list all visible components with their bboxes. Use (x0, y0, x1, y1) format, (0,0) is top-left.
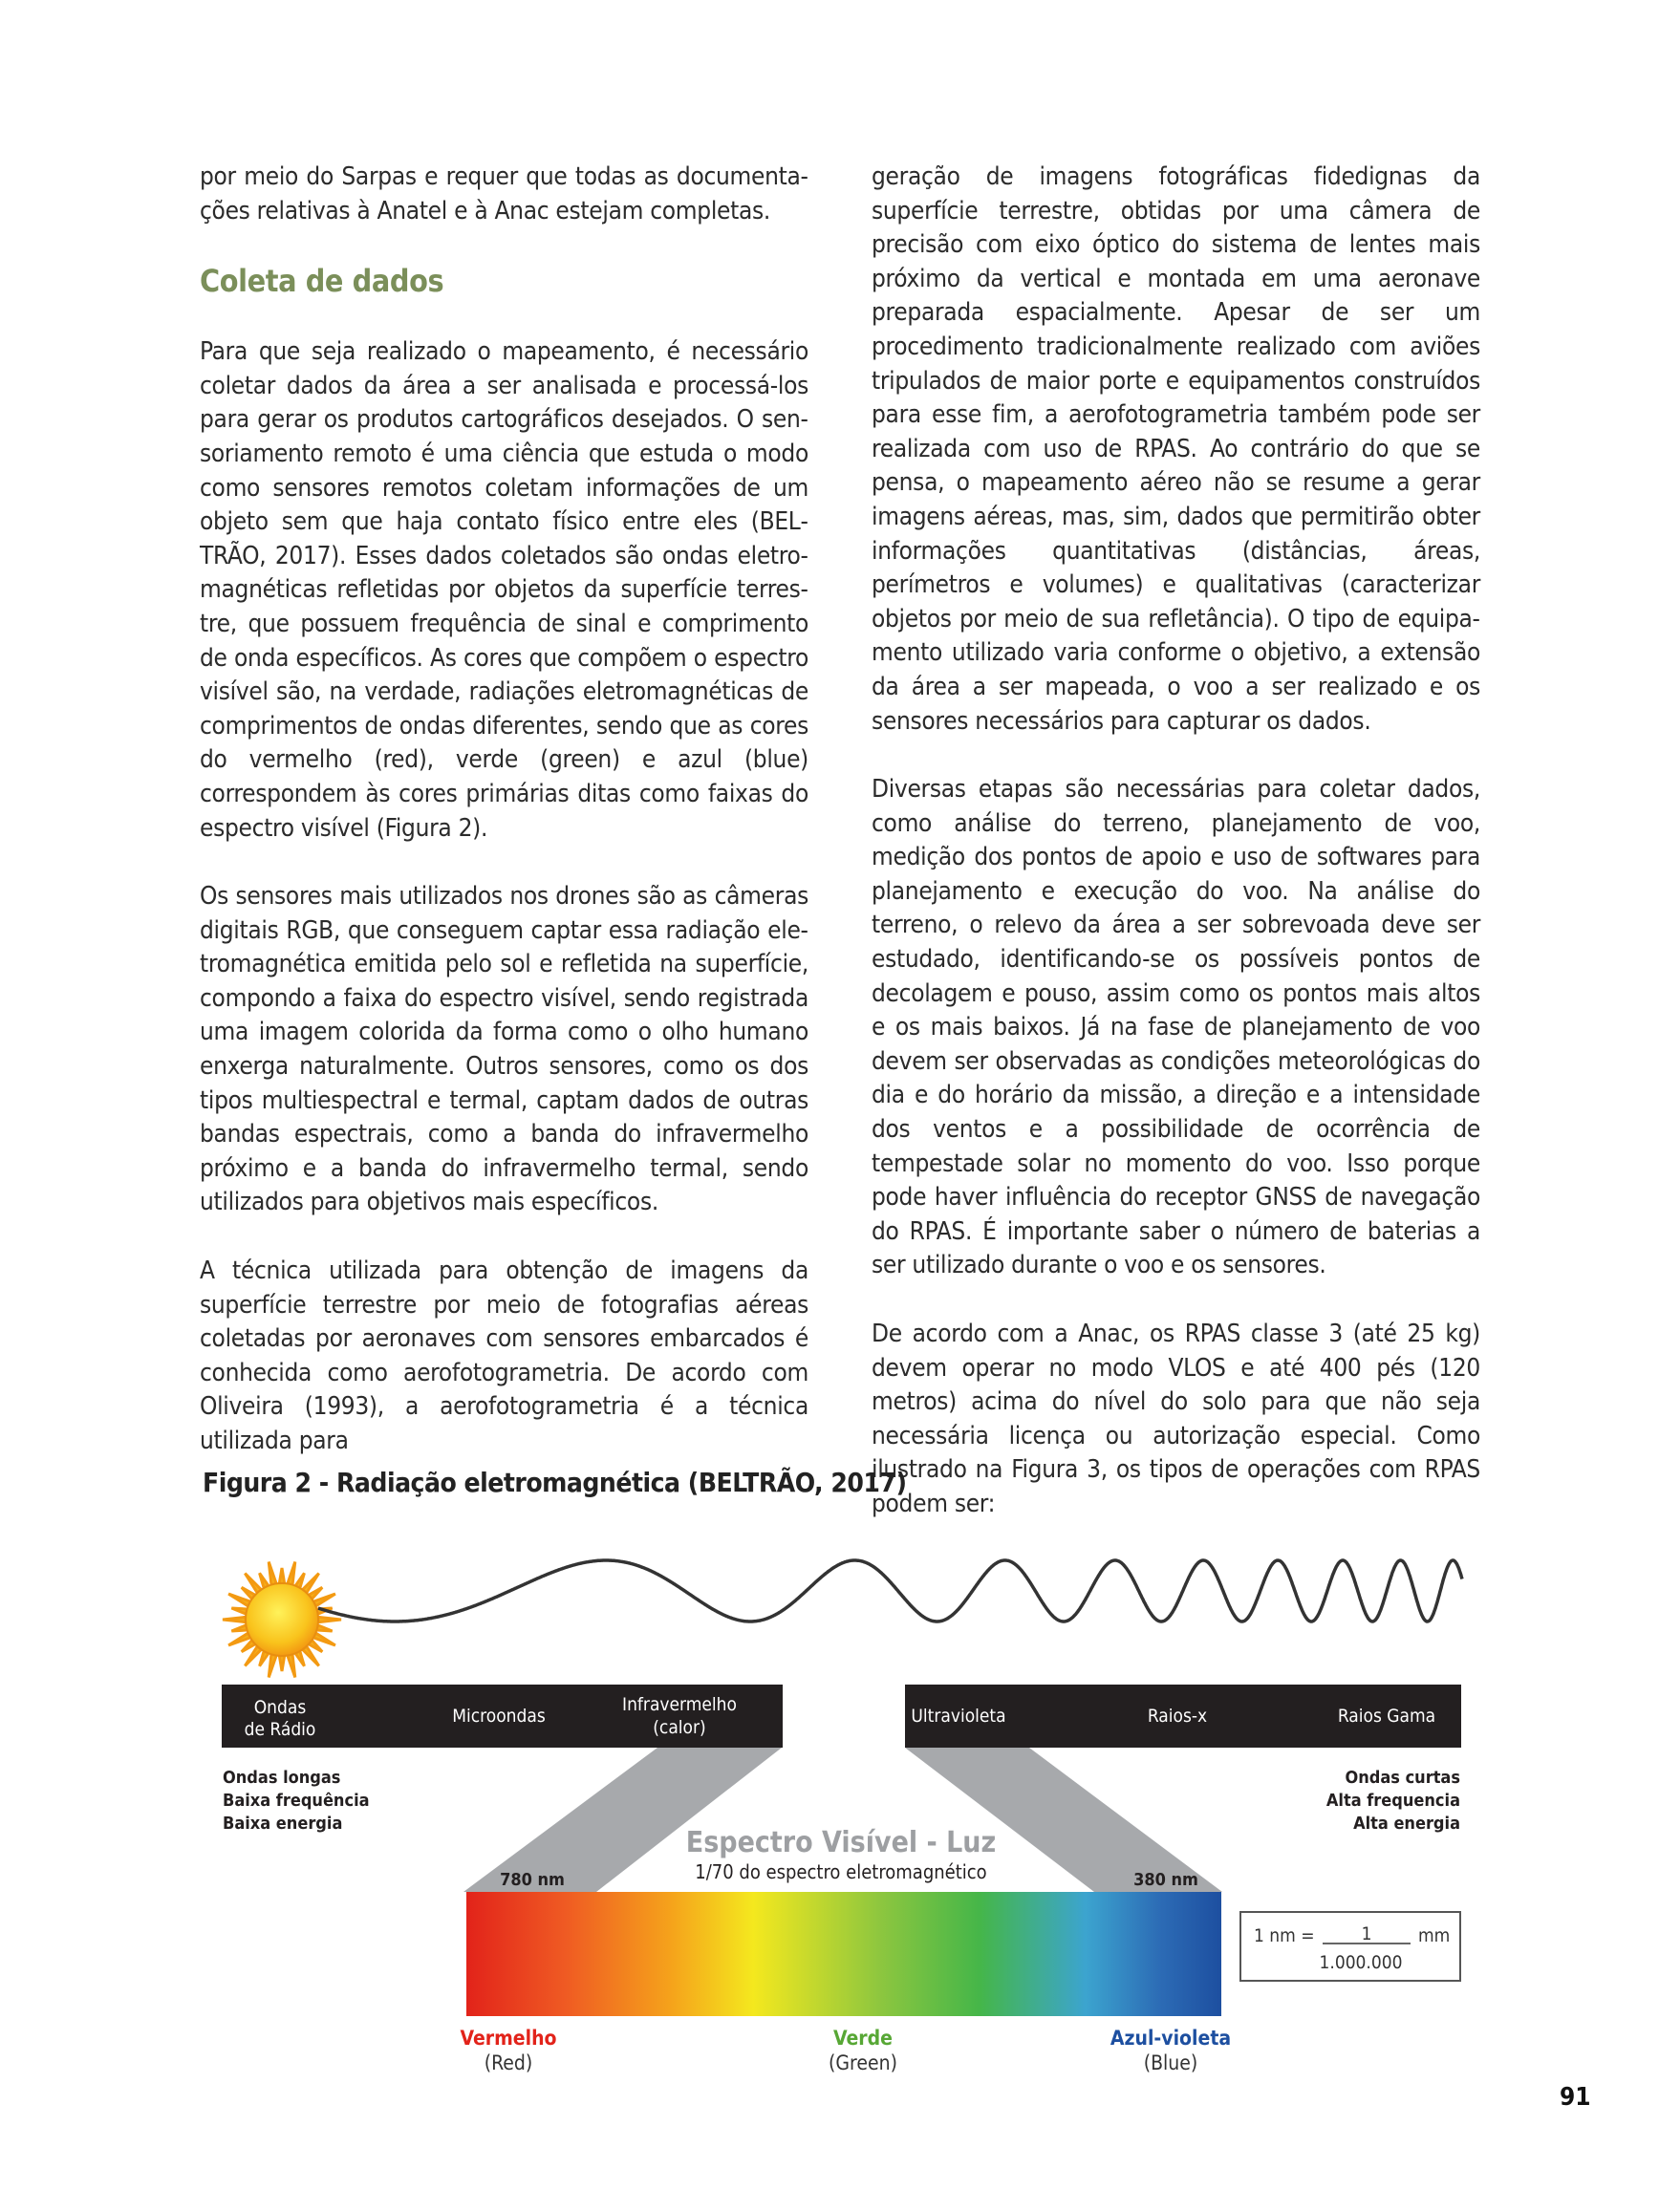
color-label-red: Vermelho (460, 2027, 557, 2050)
paragraph: geração de imagens fotográficas fidedignas da superfície terrestre, obtidas por uma câmera de precisão com eixo óptico do sistema de lentes mais próximo da vertical e montada em uma aeronave preparada espacialmente. Apesar de ser um procedimento tradicionalmente realizado com aviões tripulados de maior porte e equipamentos construídos para esse fim, a aerofotogrametria também pode ser realizada com uso de RPAS. Ao contrário do que se pensa, o mapeamento aéreo não se resume a gerar imagens aéreas, mas, sim, dados que permitirão obter informações quantitativas (distâncias, áreas, perímetros e volumes) e qualitativas (caracterizar objetos por meio de sua refletância). O tipo de equipamento utilizado varia conforme o objetivo, a extensão da área a ser mapeada, o voo a ser realizado e os sensores necessários para capturar os dados. (872, 162, 1480, 736)
color-label-blue: Azul-violeta (1110, 2027, 1232, 2050)
sun-ray (269, 1654, 276, 1677)
color-sub-red: (Red) (484, 2051, 533, 2074)
note-right: Alta energia (1353, 1814, 1460, 1834)
sun-ray (231, 1608, 247, 1614)
sun-ray (228, 1594, 250, 1606)
right-column (872, 161, 1480, 1557)
color-sub-green: (Green) (829, 2051, 897, 2074)
unit-conversion-box (1240, 1912, 1460, 1981)
unit-box-denominator: 1.000.000 (1319, 1952, 1403, 1973)
wavelength-780-label: 780 nm (500, 1870, 565, 1890)
band-label-gamma: Raios Gama (1337, 1706, 1436, 1727)
sun-ray (279, 1568, 284, 1583)
sun-ray (269, 1562, 276, 1585)
note-left: Ondas longas (223, 1768, 341, 1788)
note-right: Alta frequencia (1325, 1791, 1460, 1811)
note-right: Ondas curtas (1345, 1768, 1460, 1788)
sun-ray (316, 1625, 332, 1631)
paragraph: Os sensores mais utilizados nos drones são as câmeras digitais RGB, que conseguem captar essa radiação eletromagnética emitida pelo sol e refletida na superfície, compondo a faixa do espectro visível, sendo registrada uma imagem colorida da forma como o olho humano enxerga naturalmente. Outros sensores, como os dos tipos multiespectral e termal, captam dados de outras bandas espectrais, como a banda do infravermelho próximo e a banda do infravermelho termal, sendo utilizados para objetivos mais específicos. (200, 882, 808, 1217)
band-label-xray: Raios-x (1147, 1706, 1208, 1727)
sun-ray (313, 1633, 335, 1645)
color-sub-blue: (Blue) (1143, 2051, 1198, 2074)
sun-ray (228, 1633, 250, 1645)
note-left: Baixa frequência (223, 1791, 370, 1811)
sun-ray (288, 1654, 295, 1677)
band-label-infrared: Infravermelho (622, 1694, 737, 1715)
unit-box-numerator: 1 (1361, 1923, 1372, 1944)
sun-ray (313, 1594, 335, 1606)
color-label-green: Verde (833, 2027, 893, 2050)
paragraph: Diversas etapas são necessárias para coletar dados, como análise do terreno, planejamento de voo, medição dos pontos de apoio e uso de softwares para planejamento e execução do voo. Na análise do terreno, o relevo da área a ser sobrevoada deve ser estudado, identificando-se os possíveis pontos de decolagem e pouso, assim como os pontos mais altos e os mais baixos. Já na fase de planejamento de voo devem ser observadas as condições meteorológicas do dia e do horário da missão, a direção e a intensidade dos ventos e a possibilidade de ocorrência de tempestade solar no momento do voo. Isso porque pode haver influência do receptor GNSS de navegação do RPAS. É importante saber o número de baterias a ser utilizado durante o voo e os sensores. (872, 775, 1480, 1280)
paragraph: Para que seja realizado o mapeamento, é necessário coletar dados da área a ser analisada e processá-los para gerar os produtos cartográficos desejados. O sensoriamento remoto é uma ciência que estuda o modo como sensores remotos coletam informações de um objeto sem que haja contato físico entre eles (BELTRÃO, 2017). Esses dados coletados são ondas eletromagnéticas refletidas por objetos da superfície terrestre, que possuem frequência de sinal e comprimento de onda específicos. As cores que compõem o espectro visível são, na verdade, radiações eletromagnéticas de comprimentos de ondas diferentes, sendo que as cores do vermelho (red), verde (green) e azul (blue) correspondem às cores primárias ditas como faixas do espectro visível (Figura 2). (200, 337, 808, 843)
note-left: Baixa energia (223, 1814, 343, 1834)
paragraph: A técnica utilizada para obtenção de imagens da superfície terrestre por meio de fotografias aéreas coletadas por aeronaves com sensores embarcados é conhecida como aerofotogrametria. De acordo com Oliveira (1993), a aerofotogrametria é a técnica utilizada para (200, 1256, 808, 1455)
paragraph: por meio do Sarpas e requer que todas as documentações relativas à Anatel e à Anac estejam completas. (200, 162, 808, 225)
figure-caption: Figura 2 - Radiação eletromagnética (BELTRÃO, 2017) (203, 1467, 907, 1498)
sun-ray (231, 1625, 247, 1631)
band-label-ultraviolet: Ultravioleta (911, 1706, 1006, 1727)
section-heading: Coleta de dados (200, 263, 444, 300)
paragraph: De acordo com a Anac, os RPAS classe 3 (até 25 kg) devem operar no modo VLOS e até 400 pés (120 metros) acima do nível do solo para que não seja necessária licença ou autorização especial. Como ilustrado na Figura 3, os tipos de operações com RPAS podem ser: (872, 1320, 1480, 1518)
wavelength-380-label: 380 nm (1133, 1870, 1198, 1890)
electromagnetic-spectrum-figure (0, 1519, 1659, 2112)
wave-line (318, 1560, 1462, 1621)
band-label-infrared: (calor) (653, 1717, 706, 1738)
visible-spectrum-bar (466, 1892, 1221, 2016)
sun-icon (223, 1562, 341, 1678)
visible-spectrum-title: Espectro Visível - Luz (685, 1826, 997, 1859)
unit-box-left: 1 nm = (1254, 1925, 1315, 1946)
unit-box-unit: mm (1418, 1925, 1451, 1946)
page-number: 91 (1560, 2083, 1591, 2112)
sun-ray (279, 1656, 284, 1671)
band-label-radio: Ondas (253, 1697, 307, 1718)
sun-ray (223, 1617, 246, 1621)
left-column (200, 161, 808, 1493)
sun-ray (288, 1562, 295, 1585)
band-label-microwave: Microondas (452, 1706, 546, 1727)
sun-ray (318, 1617, 341, 1621)
visible-spectrum-subtitle: 1/70 do espectro eletromagnético (695, 1860, 987, 1883)
band-label-radio: de Rádio (244, 1719, 316, 1740)
